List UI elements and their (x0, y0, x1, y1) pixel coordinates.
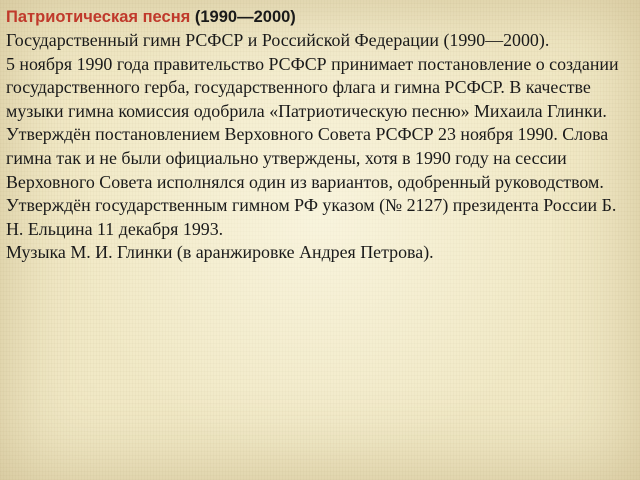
paragraph-supreme-council: Утверждён постановлением Верховного Совета РСФСР 23 ноября 1990. Слова гимна так и не были официально утверждены, хотя в 1990 году на сессии Верховного Совета исполнялся один из вариантов, одобренный руководством. (6, 124, 609, 192)
paragraph-anthem-name: Государственный гимн РСФСР и Российской Федерации (1990—2000). (6, 30, 550, 50)
paragraph-music-credit: Музыка М. И. Глинки (в аранжировке Андрея Петрова). (6, 242, 434, 263)
slide-content (6, 6, 631, 265)
title-years: (1990—2000) (194, 8, 296, 26)
title-highlight: Патриотическая песня (6, 8, 191, 26)
paragraph-government-decree: 5 ноября 1990 года правительство РСФСР принимает постановление о создании государственного герба, государственного флага и гимна РСФСР. В качестве музыки гимна комиссия одобрила «Патриотическую песню» Михаила Глинки. (6, 53, 619, 121)
slide-title (6, 6, 631, 29)
paragraph-presidential-decree: Утверждён государственным гимном РФ указом (№ 2127) президента России Б. Н. Ельцина 11 декабря 1993. (6, 195, 617, 239)
